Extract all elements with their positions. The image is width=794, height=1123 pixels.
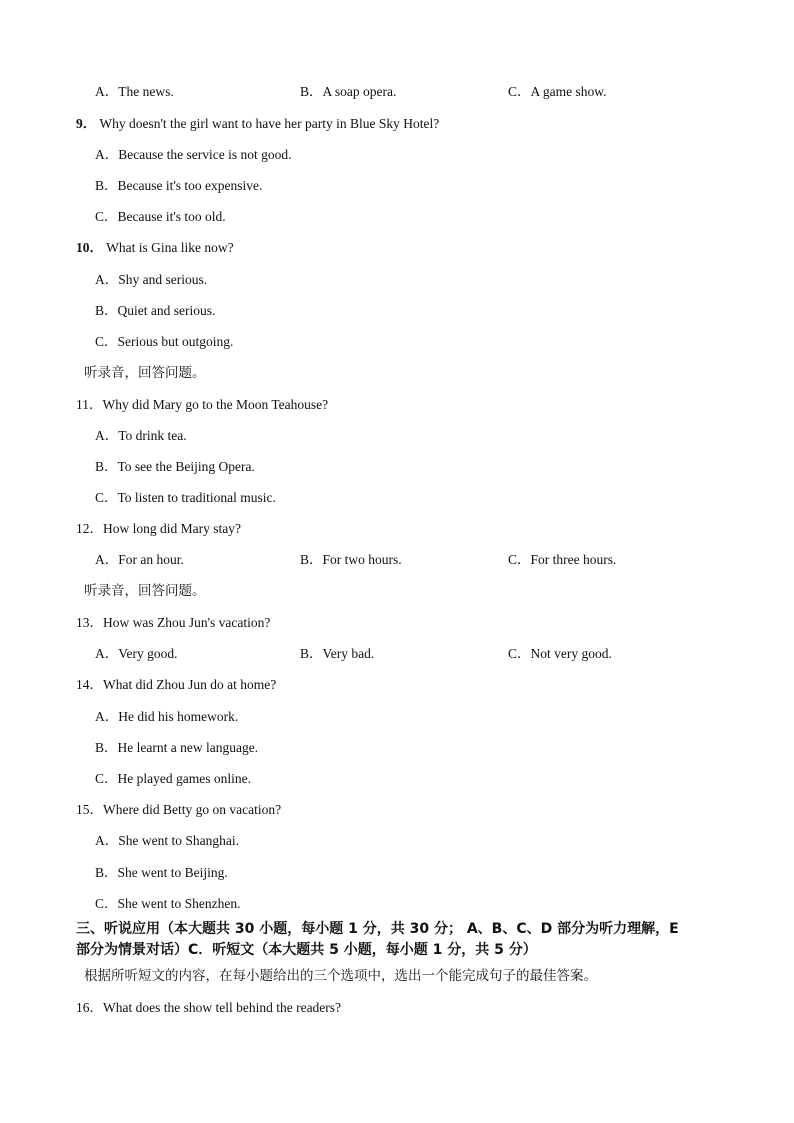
q16-question: 16．What does the show tell behind the readers? xyxy=(76,1000,342,1015)
q15-question: 15．Where did Betty go on vacation? xyxy=(76,802,282,817)
q12-option-b: B．For two hours. xyxy=(300,552,402,567)
q15-option-b: B．She went to Beijing. xyxy=(95,865,228,880)
q12-option-a: A．For an hour. xyxy=(95,552,184,567)
q8-option-b: B．A soap opera. xyxy=(300,84,397,99)
q10-question xyxy=(76,239,234,257)
q11-option-a: A．To drink tea. xyxy=(95,428,187,443)
q10-number: 10． xyxy=(76,240,103,255)
q15-option-c: C．She went to Shenzhen. xyxy=(95,896,241,911)
q10-text: What is Gina like now? xyxy=(106,240,234,255)
q9-number: 9． xyxy=(76,116,97,131)
q10-option-a: A．Shy and serious. xyxy=(95,272,208,287)
q9-text: Why doesn't the girl want to have her party in Blue Sky Hotel? xyxy=(99,116,440,131)
q13-question: 13．How was Zhou Jun's vacation? xyxy=(76,615,271,630)
q14-option-a: A．He did his homework. xyxy=(95,709,239,724)
listening-instruction-1: 听录音，回答问题。 xyxy=(84,365,206,381)
q14-option-b: B．He learnt a new language. xyxy=(95,740,259,755)
q15-option-a: A．She went to Shanghai. xyxy=(95,833,239,848)
q12-option-c: C．For three hours. xyxy=(508,552,617,567)
q8-option-a: A．The news. xyxy=(95,84,174,99)
q14-option-c: C．He played games online. xyxy=(95,771,251,786)
q11-option-c: C．To listen to traditional music. xyxy=(95,490,276,505)
section-3-heading-line-1: 三、听说应用（本大题共 30 小题，每小题 1 分，共 30 分； A、B、C、D 部分为听力理解，E xyxy=(76,921,679,937)
q13-option-b: B．Very bad. xyxy=(300,646,375,661)
q10-option-c: C．Serious but outgoing. xyxy=(95,334,234,349)
section-3-heading-line-2: 部分为情景对话）C．听短文（本大题共 5 小题，每小题 1 分，共 5 分） xyxy=(76,942,537,958)
q14-question: 14．What did Zhou Jun do at home? xyxy=(76,677,277,692)
q9-option-b: B．Because it's too expensive. xyxy=(95,178,263,193)
q13-option-a: A．Very good. xyxy=(95,646,178,661)
q9-question xyxy=(76,115,439,133)
section-3-instruction: 根据所听短文的内容，在每小题给出的三个选项中，选出一个能完成句子的最佳答案。 xyxy=(84,968,597,984)
q9-option-c: C．Because it's too old. xyxy=(95,209,226,224)
q8-option-c: C．A game show. xyxy=(508,84,607,99)
q12-question: 12．How long did Mary stay? xyxy=(76,521,241,536)
q11-option-b: B．To see the Beijing Opera. xyxy=(95,459,255,474)
q9-option-a: A．Because the service is not good. xyxy=(95,147,292,162)
q13-option-c: C．Not very good. xyxy=(508,646,612,661)
q11-question: 11．Why did Mary go to the Moon Teahouse? xyxy=(76,397,329,412)
q10-option-b: B．Quiet and serious. xyxy=(95,303,216,318)
listening-instruction-2: 听录音，回答问题。 xyxy=(84,583,206,599)
